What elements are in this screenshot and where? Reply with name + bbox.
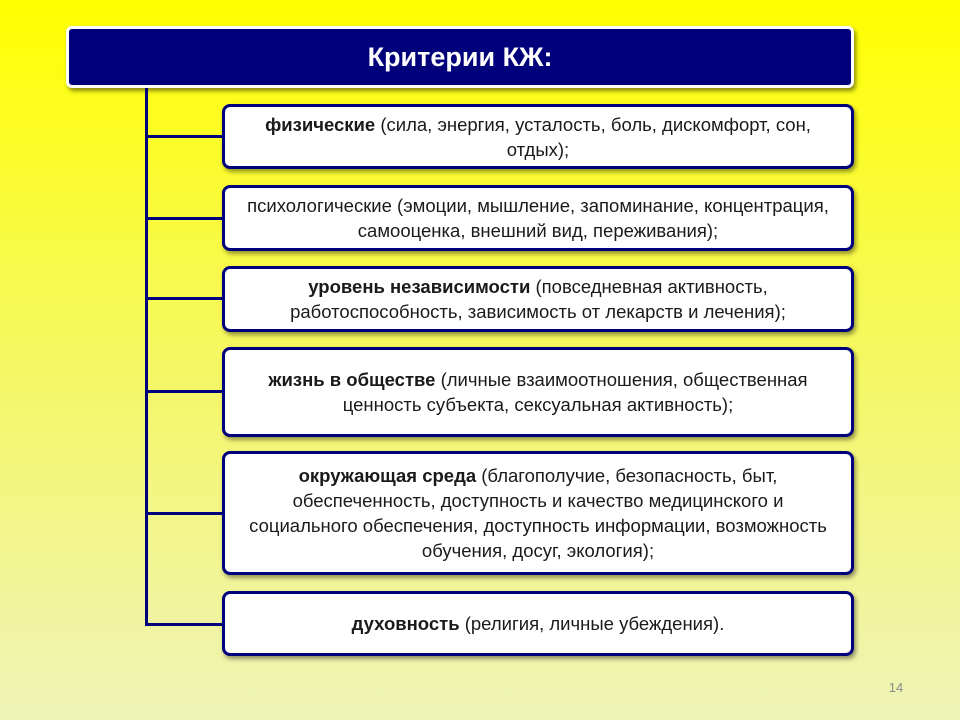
criterion-text	[352, 611, 725, 636]
slide-number: 14	[888, 680, 904, 695]
criterion-text	[237, 193, 839, 243]
criterion-social-life	[222, 347, 854, 437]
criterion-independence	[222, 266, 854, 332]
branch-connector-1	[145, 135, 223, 138]
criterion-psychological	[222, 185, 854, 251]
criterion-detail: (религия, личные убеждения).	[459, 613, 725, 634]
branch-connector-6	[145, 623, 223, 626]
criterion-text	[237, 274, 839, 324]
criterion-term: жизнь в обществе	[268, 369, 436, 390]
criterion-term: физические	[265, 113, 376, 135]
criterion-detail: (благополучие, безопасность, быт, обеспеченность, доступность и качество медицинского и социального обеспечения, доступность информации, возможность обучения, досуг, экология);	[249, 465, 827, 561]
branch-connector-5	[145, 512, 223, 515]
criterion-detail: психологические (эмоции, мышление, запоминание, концентрация, самооценка, внешний вид, переживания);	[247, 195, 829, 241]
criterion-physical	[222, 104, 854, 169]
criterion-term: уровень независимости	[308, 276, 531, 297]
criterion-term: окружающая среда	[298, 465, 477, 486]
criterion-detail: (сила, энергия, усталость, боль, дискомфорт, сон, отдых);	[375, 113, 811, 160]
criterion-text	[237, 112, 839, 162]
criterion-text	[237, 463, 839, 563]
branch-connector-3	[145, 297, 223, 300]
title-box	[66, 26, 854, 88]
slide-title: Критерии КЖ:	[367, 41, 553, 72]
criterion-spirituality	[222, 591, 854, 656]
criterion-detail: (личные взаимоотношения, общественная ценность субъекта, сексуальная активность);	[342, 369, 808, 415]
criterion-environment	[222, 451, 854, 575]
criterion-term: духовность	[351, 613, 460, 634]
branch-connector-4	[145, 390, 223, 393]
branch-connector-2	[145, 217, 223, 220]
criterion-detail: (повседневная активность, работоспособность, зависимость от лекарств и лечения);	[290, 276, 786, 322]
tree-trunk-connector	[145, 88, 148, 626]
criterion-text	[237, 367, 839, 417]
